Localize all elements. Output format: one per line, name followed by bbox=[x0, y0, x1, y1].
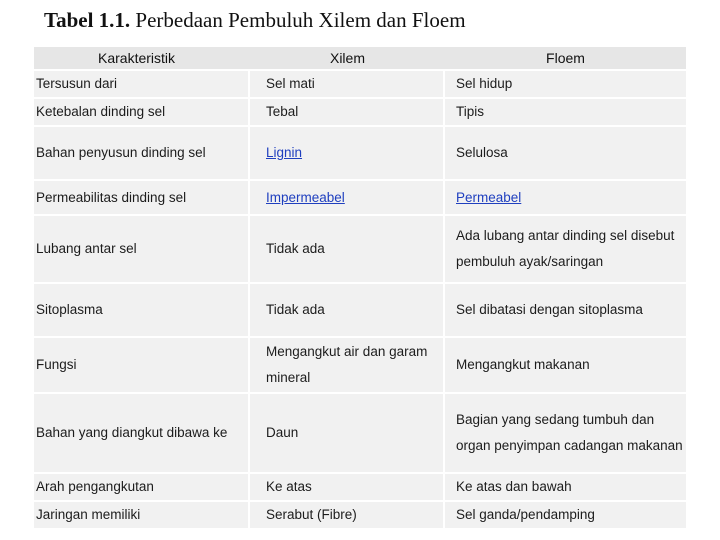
table-number: Tabel 1.1. bbox=[44, 8, 131, 32]
cell-karakteristik: Fungsi bbox=[34, 338, 250, 392]
cell-floem: Sel hidup bbox=[445, 71, 686, 97]
cell-xilem: Tidak ada bbox=[250, 216, 445, 282]
table-caption: Perbedaan Pembuluh Xilem dan Floem bbox=[130, 8, 466, 32]
cell-xilem: Tidak ada bbox=[250, 284, 445, 336]
cell-floem: Bagian yang sedang tumbuh dan organ penyimpan cadangan makanan bbox=[445, 394, 686, 472]
cell-karakteristik: Permeabilitas dinding sel bbox=[34, 181, 250, 214]
cell-floem bbox=[445, 181, 686, 214]
header-row bbox=[34, 47, 686, 69]
impermeabel-link[interactable]: Impermeabel bbox=[266, 189, 345, 205]
permeabel-link[interactable]: Permeabel bbox=[456, 189, 522, 205]
cell-karakteristik: Ketebalan dinding sel bbox=[34, 99, 250, 125]
cell-floem: Sel ganda/pendamping bbox=[445, 502, 686, 528]
table-row bbox=[34, 216, 686, 282]
cell-karakteristik: Arah pengangkutan bbox=[34, 474, 250, 500]
cell-xilem: Serabut (Fibre) bbox=[250, 502, 445, 528]
cell-xilem bbox=[250, 181, 445, 214]
cell-floem: Sel dibatasi dengan sitoplasma bbox=[445, 284, 686, 336]
cell-karakteristik: Bahan penyusun dinding sel bbox=[34, 127, 250, 179]
comparison-table bbox=[34, 45, 686, 530]
cell-floem: Ke atas dan bawah bbox=[445, 474, 686, 500]
cell-xilem: Sel mati bbox=[250, 71, 445, 97]
table-row bbox=[34, 284, 686, 336]
lignin-link[interactable]: Lignin bbox=[266, 145, 303, 160]
header-karakteristik: Karakteristik bbox=[34, 47, 250, 69]
cell-xilem: Ke atas bbox=[250, 474, 445, 500]
cell-xilem: Mengangkut air dan garam mineral bbox=[250, 338, 445, 392]
table-row bbox=[34, 71, 686, 97]
cell-floem: Tipis bbox=[445, 99, 686, 125]
cell-floem: Selulosa bbox=[445, 127, 686, 179]
cell-floem: Ada lubang antar dinding sel disebut pembuluh ayak/saringan bbox=[445, 216, 686, 282]
cell-karakteristik: Lubang antar sel bbox=[34, 216, 250, 282]
header-floem: Floem bbox=[445, 47, 686, 69]
cell-karakteristik: Jaringan memiliki bbox=[34, 502, 250, 528]
table-row bbox=[34, 99, 686, 125]
header-xilem: Xilem bbox=[250, 47, 445, 69]
table-row bbox=[34, 181, 686, 214]
cell-floem: Mengangkut makanan bbox=[445, 338, 686, 392]
cell-xilem: Daun bbox=[250, 394, 445, 472]
cell-karakteristik: Bahan yang diangkut dibawa ke bbox=[34, 394, 250, 472]
table-row bbox=[34, 394, 686, 472]
cell-xilem bbox=[250, 127, 445, 179]
cell-karakteristik: Sitoplasma bbox=[34, 284, 250, 336]
table-row bbox=[34, 474, 686, 500]
table-row bbox=[34, 127, 686, 179]
cell-karakteristik: Tersusun dari bbox=[34, 71, 250, 97]
table-row bbox=[34, 338, 686, 392]
table-title bbox=[44, 8, 466, 33]
cell-xilem: Tebal bbox=[250, 99, 445, 125]
table-row bbox=[34, 502, 686, 528]
